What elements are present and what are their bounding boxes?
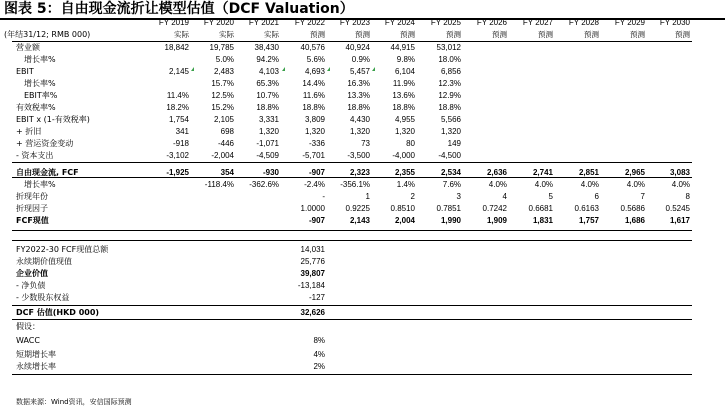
row-label: 增长率%: [24, 55, 56, 64]
assumptions-bottom-rule: [12, 374, 692, 375]
table-cell: 1,754: [168, 115, 189, 124]
table-cell: -336: [308, 139, 325, 148]
table-cell: -446: [217, 139, 234, 148]
row-label: 折现因子: [16, 204, 48, 213]
summary-label: DCF 估值(HKD 000): [16, 308, 100, 317]
page-title: 图表 5：自由现金流折让模型估值（DCF Valuation）: [4, 1, 354, 17]
table-cell: 12.9%: [438, 91, 461, 100]
table-cell: 2,851: [578, 168, 599, 177]
actual-forecast-label: 预测: [584, 30, 599, 39]
actual-forecast-label: 实际: [219, 30, 234, 39]
table-cell: 698: [220, 127, 234, 136]
actual-forecast-label: 预测: [446, 30, 461, 39]
table-cell: 0.5245: [665, 204, 690, 213]
row-label: EBIT率%: [24, 91, 58, 100]
comment-marker-icon: [327, 67, 330, 71]
table-bottom-rule: [12, 230, 692, 231]
table-cell: 2,145: [168, 67, 189, 76]
table-cell: 15.7%: [211, 79, 234, 88]
table-cell: 3,809: [304, 115, 325, 124]
assumption-label: 永续增长率: [16, 362, 56, 371]
table-cell: 14.4%: [302, 79, 325, 88]
year-header: FY 2024: [384, 18, 415, 27]
table-cell: 10.7%: [256, 91, 279, 100]
summary-label: 永续期价值现值: [16, 257, 72, 266]
table-cell: 19,785: [209, 43, 234, 52]
year-header: FY 2028: [568, 18, 599, 27]
table-cell: 12.5%: [211, 91, 234, 100]
table-cell: 15.2%: [211, 103, 234, 112]
table-cell: 12.3%: [438, 79, 461, 88]
year-header: FY 2020: [203, 18, 234, 27]
actual-forecast-label: 预测: [630, 30, 645, 39]
table-cell: -118.4%: [204, 180, 234, 189]
table-cell: 5.0%: [215, 55, 234, 64]
summary-value: 39,807: [300, 269, 325, 278]
table-cell: 7.6%: [442, 180, 461, 189]
table-cell: 0.9%: [351, 55, 370, 64]
actual-forecast-label: 预测: [492, 30, 507, 39]
table-cell: 13.6%: [392, 91, 415, 100]
table-cell: 1,320: [394, 127, 415, 136]
row-label: + 营运资金变动: [16, 139, 74, 148]
actual-forecast-label: 实际: [264, 30, 279, 39]
table-cell: 4,955: [394, 115, 415, 124]
fcf-rule-bottom: [12, 177, 692, 178]
table-cell: -356.1%: [340, 180, 370, 189]
table-cell: 11.6%: [302, 91, 325, 100]
summary-label: - 少数股东权益: [16, 293, 70, 302]
table-cell: 1,320: [304, 127, 325, 136]
table-cell: 1,617: [669, 216, 690, 225]
summary-value: -13,184: [297, 281, 325, 290]
table-cell: 1.4%: [396, 180, 415, 189]
table-cell: 53,012: [436, 43, 461, 52]
table-cell: -3,500: [347, 151, 370, 160]
table-cell: 1,686: [624, 216, 645, 225]
table-cell: 5,566: [440, 115, 461, 124]
table-cell: 6,856: [440, 67, 461, 76]
table-cell: 2,323: [349, 168, 370, 177]
table-cell: -930: [262, 168, 279, 177]
table-cell: 1,831: [532, 216, 553, 225]
table-cell: 4.0%: [671, 180, 690, 189]
actual-forecast-label: 预测: [675, 30, 690, 39]
table-cell: -907: [308, 168, 325, 177]
table-cell: 2: [410, 192, 415, 201]
table-cell: 4.0%: [534, 180, 553, 189]
year-header: FY 2027: [522, 18, 553, 27]
table-cell: 18.8%: [302, 103, 325, 112]
table-cell: -1,925: [166, 168, 189, 177]
table-cell: 2,105: [213, 115, 234, 124]
table-cell: 7: [640, 192, 645, 201]
year-header: FY 2026: [476, 18, 507, 27]
year-header: FY 2030: [659, 18, 690, 27]
table-cell: 1,320: [349, 127, 370, 136]
table-cell: 2,483: [213, 67, 234, 76]
table-cell: 0.6163: [574, 204, 599, 213]
actual-forecast-label: 预测: [538, 30, 553, 39]
actual-forecast-label: 预测: [310, 30, 325, 39]
row-label: EBIT: [16, 67, 34, 76]
row-label: - 资本支出: [16, 151, 54, 160]
table-cell: 3,083: [669, 168, 690, 177]
table-cell: 5: [548, 192, 553, 201]
table-cell: 18.8%: [438, 103, 461, 112]
row-label: 增长率%: [24, 79, 56, 88]
table-cell: 1.0000: [300, 204, 325, 213]
comment-marker-icon: [191, 67, 194, 71]
table-cell: 1,909: [486, 216, 507, 225]
table-cell: 40,924: [345, 43, 370, 52]
summary-value: 32,626: [300, 308, 325, 317]
table-cell: 1,320: [440, 127, 461, 136]
table-cell: 18.0%: [438, 55, 461, 64]
year-header: FY 2023: [339, 18, 370, 27]
table-cell: 18.8%: [256, 103, 279, 112]
table-cell: -4,509: [256, 151, 279, 160]
assumption-value: 8%: [313, 336, 325, 345]
table-cell: 6,104: [394, 67, 415, 76]
table-cell: 16.3%: [347, 79, 370, 88]
row-label: 有效税率%: [16, 103, 56, 112]
table-cell: 341: [175, 127, 189, 136]
table-cell: 0.6681: [528, 204, 553, 213]
table-cell: 0.7242: [482, 204, 507, 213]
summary-value: 14,031: [300, 245, 325, 254]
actual-forecast-label: 预测: [355, 30, 370, 39]
table-cell: 1,990: [440, 216, 461, 225]
summary-value: 25,776: [300, 257, 325, 266]
table-cell: 1,320: [258, 127, 279, 136]
actual-forecast-label: 实际: [174, 30, 189, 39]
table-cell: -1,071: [256, 139, 279, 148]
table-cell: 44,915: [390, 43, 415, 52]
table-cell: -362.6%: [249, 180, 279, 189]
table-cell: 1: [365, 192, 370, 201]
table-cell: -3,102: [166, 151, 189, 160]
summary-top-rule: [12, 240, 692, 241]
table-cell: 1,757: [578, 216, 599, 225]
table-cell: 4,103: [258, 67, 279, 76]
summary-label: FY2022-30 FCF现值总额: [16, 245, 109, 254]
row-label: + 折旧: [16, 127, 42, 136]
table-cell: 94.2%: [256, 55, 279, 64]
comment-marker-icon: [372, 67, 375, 71]
table-cell: 5,457: [349, 67, 370, 76]
assumption-value: 2%: [313, 362, 325, 371]
table-cell: 11.4%: [166, 91, 189, 100]
year-header: FY 2021: [248, 18, 279, 27]
table-cell: 18.8%: [347, 103, 370, 112]
table-cell: 2,636: [486, 168, 507, 177]
assumption-label: 短期增长率: [16, 350, 56, 359]
table-cell: 2,004: [394, 216, 415, 225]
year-header: FY 2029: [614, 18, 645, 27]
valuation-rule-bottom: [12, 319, 692, 320]
row-label: 自由现金流, FCF: [16, 168, 79, 177]
table-cell: 2,965: [624, 168, 645, 177]
unit-label: (年结31/12; RMB 000): [4, 30, 91, 39]
table-cell: 149: [447, 139, 461, 148]
table-cell: 38,430: [254, 43, 279, 52]
comment-marker-icon: [282, 67, 285, 71]
table-cell: 18.8%: [392, 103, 415, 112]
summary-label: - 净负债: [16, 281, 46, 290]
valuation-rule-top: [12, 305, 692, 306]
table-cell: -918: [172, 139, 189, 148]
year-header: FY 2025: [430, 18, 461, 27]
row-label: 增长率%: [24, 180, 56, 189]
source-note: 数据来源：Wind资讯，安信国际预测: [16, 398, 132, 406]
table-cell: 2,741: [532, 168, 553, 177]
summary-value: -127: [308, 293, 325, 302]
table-cell: 354: [220, 168, 234, 177]
table-cell: 0.9225: [345, 204, 370, 213]
table-cell: 73: [361, 139, 370, 148]
assumption-label: 假设：: [16, 322, 40, 331]
summary-label: 企业价值: [16, 269, 48, 278]
table-cell: 2,143: [349, 216, 370, 225]
table-cell: 80: [406, 139, 415, 148]
table-cell: 0.7851: [436, 204, 461, 213]
table-cell: -907: [308, 216, 325, 225]
assumption-label: WACC: [16, 336, 40, 345]
table-cell: 0.8510: [390, 204, 415, 213]
year-header: FY 2022: [294, 18, 325, 27]
table-cell: 65.3%: [256, 79, 279, 88]
table-cell: 2,534: [440, 168, 461, 177]
table-cell: 3: [456, 192, 461, 201]
table-cell: -2,004: [211, 151, 234, 160]
assumption-value: 4%: [313, 350, 325, 359]
actual-forecast-label: 预测: [400, 30, 415, 39]
table-cell: 8: [685, 192, 690, 201]
table-cell: 2,355: [394, 168, 415, 177]
table-cell: 13.3%: [347, 91, 370, 100]
table-cell: 18.2%: [166, 103, 189, 112]
row-label: 折现年份: [16, 192, 48, 201]
table-cell: 4.0%: [580, 180, 599, 189]
table-cell: 4: [502, 192, 507, 201]
table-cell: 4,693: [304, 67, 325, 76]
table-cell: -2.4%: [304, 180, 325, 189]
table-cell: 0.5686: [620, 204, 645, 213]
table-cell: -4,500: [438, 151, 461, 160]
row-label: EBIT x (1-有效税率): [16, 115, 90, 124]
fcf-rule-top: [12, 162, 692, 163]
row-label: FCF现值: [16, 216, 49, 225]
table-cell: 6: [594, 192, 599, 201]
table-cell: 4,430: [349, 115, 370, 124]
table-cell: -: [322, 192, 325, 201]
table-cell: 40,576: [300, 43, 325, 52]
table-cell: 4.0%: [626, 180, 645, 189]
table-cell: 9.8%: [396, 55, 415, 64]
table-cell: 4.0%: [488, 180, 507, 189]
table-cell: 11.9%: [392, 79, 415, 88]
table-cell: -4,000: [392, 151, 415, 160]
row-label: 营业额: [16, 43, 40, 52]
table-cell: -5,701: [302, 151, 325, 160]
table-cell: 18,842: [164, 43, 189, 52]
table-cell: 3,331: [258, 115, 279, 124]
table-cell: 5.6%: [306, 55, 325, 64]
year-header: FY 2019: [158, 18, 189, 27]
